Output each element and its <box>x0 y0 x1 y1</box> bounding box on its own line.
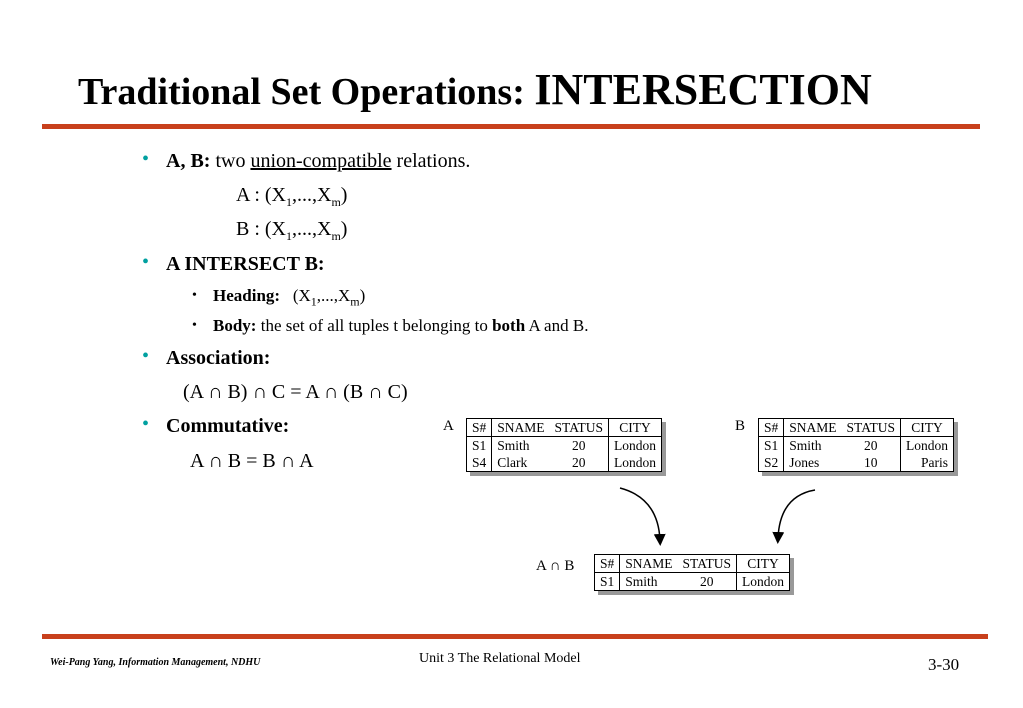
table-cell: S# <box>467 419 492 437</box>
table-b-label: B <box>735 418 746 434</box>
table-cell: 10 <box>842 454 901 472</box>
bullet-ab-pre: two <box>210 150 251 172</box>
table-cell: Jones <box>789 455 820 470</box>
title-rule <box>42 124 980 129</box>
relation-a-schema: A : $(X_1,...,X_m)$ <box>236 184 348 209</box>
table-cell: SNAME <box>492 419 550 437</box>
commutative-formula: A ∩ B = B ∩ A <box>190 450 314 472</box>
table-header-row <box>759 419 954 437</box>
table-cell: 20 <box>550 454 609 472</box>
table-cell: S1 <box>467 437 492 455</box>
table-cell: Clark <box>497 455 528 470</box>
table-row <box>467 437 662 455</box>
table-cell: London <box>613 438 656 453</box>
bullet-intersect: A INTERSECT B: <box>166 253 325 275</box>
table-header-row <box>595 555 790 573</box>
page-number: 3-30 <box>928 655 960 674</box>
table-cell: London <box>905 438 948 453</box>
sub-bullet-icon: • <box>192 288 197 303</box>
table-cell: Paris <box>920 455 948 470</box>
relation-b-schema: B : $(X_1,...,X_m)$ <box>236 218 348 243</box>
table-row <box>595 573 790 591</box>
table-intersection <box>594 554 790 591</box>
bullet-icon: • <box>142 251 150 273</box>
sub-bullet-heading: Heading: $(X_1,...,X_m)$ <box>213 286 366 309</box>
table-cell: STATUS <box>842 419 901 437</box>
table-cell: 20 <box>550 437 609 455</box>
table-cell: STATUS <box>678 555 737 573</box>
sub-bullet-icon: • <box>192 318 197 333</box>
table-row <box>467 454 662 472</box>
table-cell: Smith <box>497 438 530 453</box>
table-ab-label: A ∩ B <box>536 558 575 574</box>
bullet-association: Association: <box>166 347 271 369</box>
bullet-icon: • <box>142 345 150 367</box>
table-cell: S# <box>759 419 784 437</box>
footer-unit: Unit 3 The Relational Model <box>419 651 581 666</box>
table-cell: Smith <box>789 438 822 453</box>
table-a <box>466 418 662 472</box>
bullet-ab-post: relations. <box>391 150 471 172</box>
title-operation: INTERSECTION <box>534 65 872 114</box>
bullet-ab <box>166 150 470 173</box>
table-cell: S# <box>595 555 620 573</box>
table-cell: London <box>741 574 784 589</box>
table-cell: CITY <box>900 419 953 437</box>
table-cell: 20 <box>678 573 737 591</box>
association-formula: (A ∩ B) ∩ C = A ∩ (B ∩ C) <box>183 381 408 403</box>
table-a-label: A <box>443 418 454 434</box>
table-header-row <box>467 419 662 437</box>
arrow-from-a-icon <box>620 488 660 540</box>
table-cell: S2 <box>759 454 784 472</box>
table-cell: SNAME <box>620 555 678 573</box>
table-cell: London <box>613 455 656 470</box>
table-cell: S1 <box>759 437 784 455</box>
table-cell: SNAME <box>784 419 842 437</box>
table-cell: Smith <box>625 574 658 589</box>
arrows <box>600 480 830 550</box>
bullet-ab-label: A, B: <box>166 150 211 172</box>
table-cell: S4 <box>467 454 492 472</box>
sub-bullet-body: Body: the set of all tuples t belonging to both A and B. <box>213 316 589 335</box>
table-cell: S1 <box>595 573 620 591</box>
table-cell: STATUS <box>550 419 609 437</box>
table-row <box>759 454 954 472</box>
union-compatible-term: union-compatible <box>250 150 392 172</box>
table-cell: CITY <box>736 555 789 573</box>
footer-author: Wei-Pang Yang, Information Management, NDHU <box>50 657 261 668</box>
table-cell: 20 <box>842 437 901 455</box>
bullet-commutative: Commutative: <box>166 415 290 437</box>
table-b <box>758 418 954 472</box>
arrow-from-b-icon <box>778 490 815 538</box>
bullet-icon: • <box>142 413 150 435</box>
title-main: Traditional Set Operations: <box>78 71 525 113</box>
bullet-icon: • <box>142 148 150 170</box>
table-cell: CITY <box>608 419 661 437</box>
slide-title <box>78 66 872 114</box>
footer-rule <box>42 634 988 639</box>
table-row <box>759 437 954 455</box>
